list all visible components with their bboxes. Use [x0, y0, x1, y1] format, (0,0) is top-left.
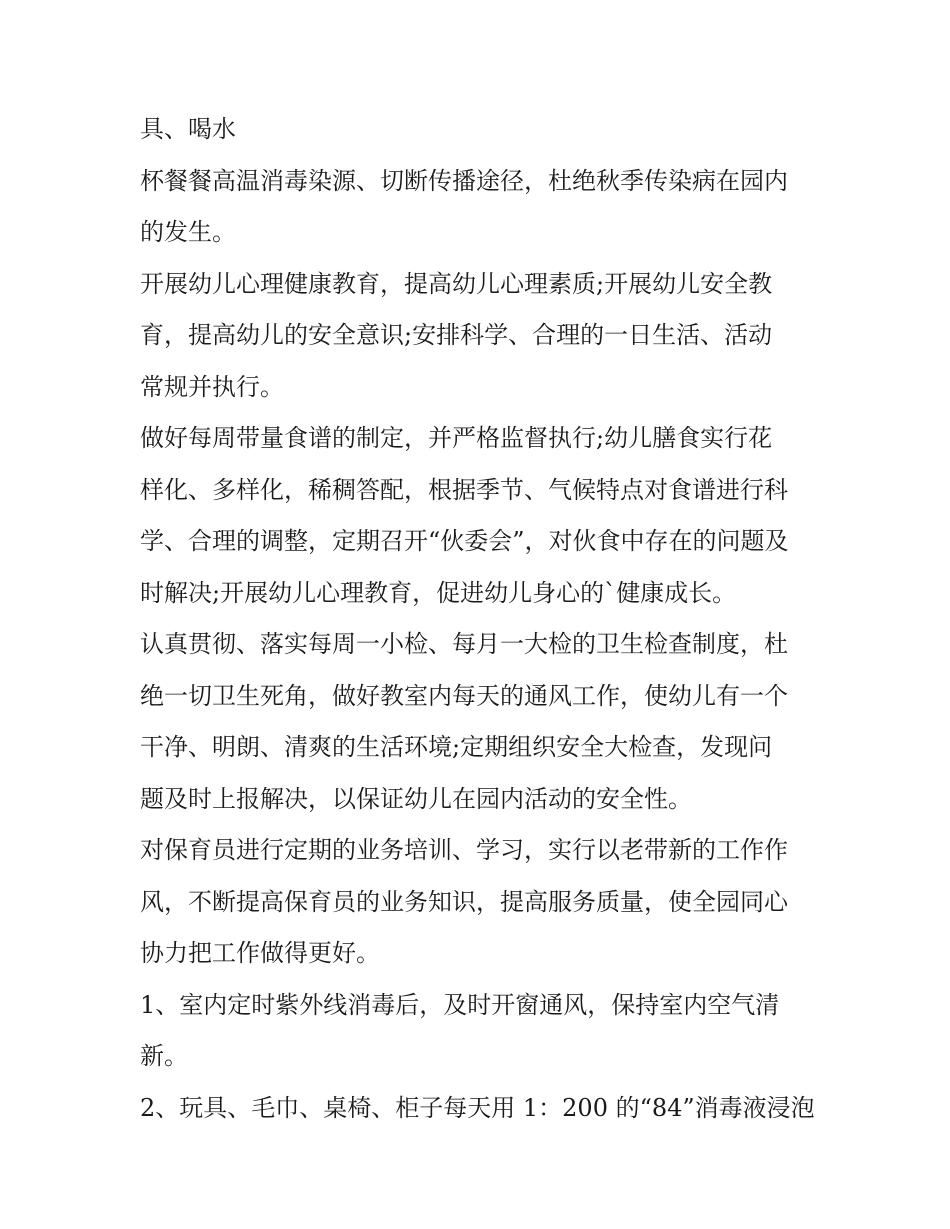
- text-line: 对保育员进行定期的业务培训、学习，实行以老带新的工作作: [140, 836, 788, 864]
- text-line: 时解决;开展幼儿心理教育，促进幼儿身心的`健康成长。: [140, 578, 737, 607]
- text-line: 1、室内定时紫外线消毒后，及时开窗通风，保持室内空气清: [140, 990, 780, 1019]
- text-line: 新。: [140, 1042, 188, 1070]
- text-line: 做好每周带量食谱的制定，并严格监督执行;幼儿膳食实行花: [140, 424, 773, 452]
- text-line: 样化、多样化，稀稠答配，根据季节、气候特点对食谱进行科: [140, 475, 788, 504]
- text-line: 具、喝水: [140, 115, 236, 143]
- text-line: 学、合理的调整，定期召开“伙委会”，对伙食中存在的问题及: [140, 527, 789, 555]
- text-line: 开展幼儿心理健康教育，提高幼儿心理素质;开展幼儿安全教: [140, 269, 773, 298]
- text-line: 干净、明朗、清爽的生活环境;定期组织安全大检查，发现问: [140, 733, 773, 761]
- text-line: 育，提高幼儿的安全意识;安排科学、合理的一日生活、活动: [140, 321, 773, 349]
- text-line: 绝一切卫生死角，做好教室内每天的通风工作，使幼儿有一个: [140, 681, 788, 710]
- text-line: 风，不断提高保育员的业务知识，提高服务质量，使全园同心: [140, 887, 788, 916]
- text-line: 杯餐餐高温消毒染源、切断传播途径，杜绝秋季传染病在园内: [140, 166, 788, 195]
- text-line: 协力把工作做得更好。: [140, 939, 380, 967]
- text-line: 常规并执行。: [140, 372, 284, 401]
- text-line: 2、玩具、毛巾、桌椅、柜子每天用 1：200 的“84”消毒液浸泡: [140, 1093, 815, 1122]
- text-line: 的发生。: [140, 218, 236, 246]
- text-line: 题及时上报解决，以保证幼儿在园内活动的安全性。: [140, 784, 692, 813]
- document-body: [140, 104, 820, 1134]
- text-line: 认真贯彻、落实每周一小检、每月一大检的卫生检查制度，杜: [140, 630, 788, 658]
